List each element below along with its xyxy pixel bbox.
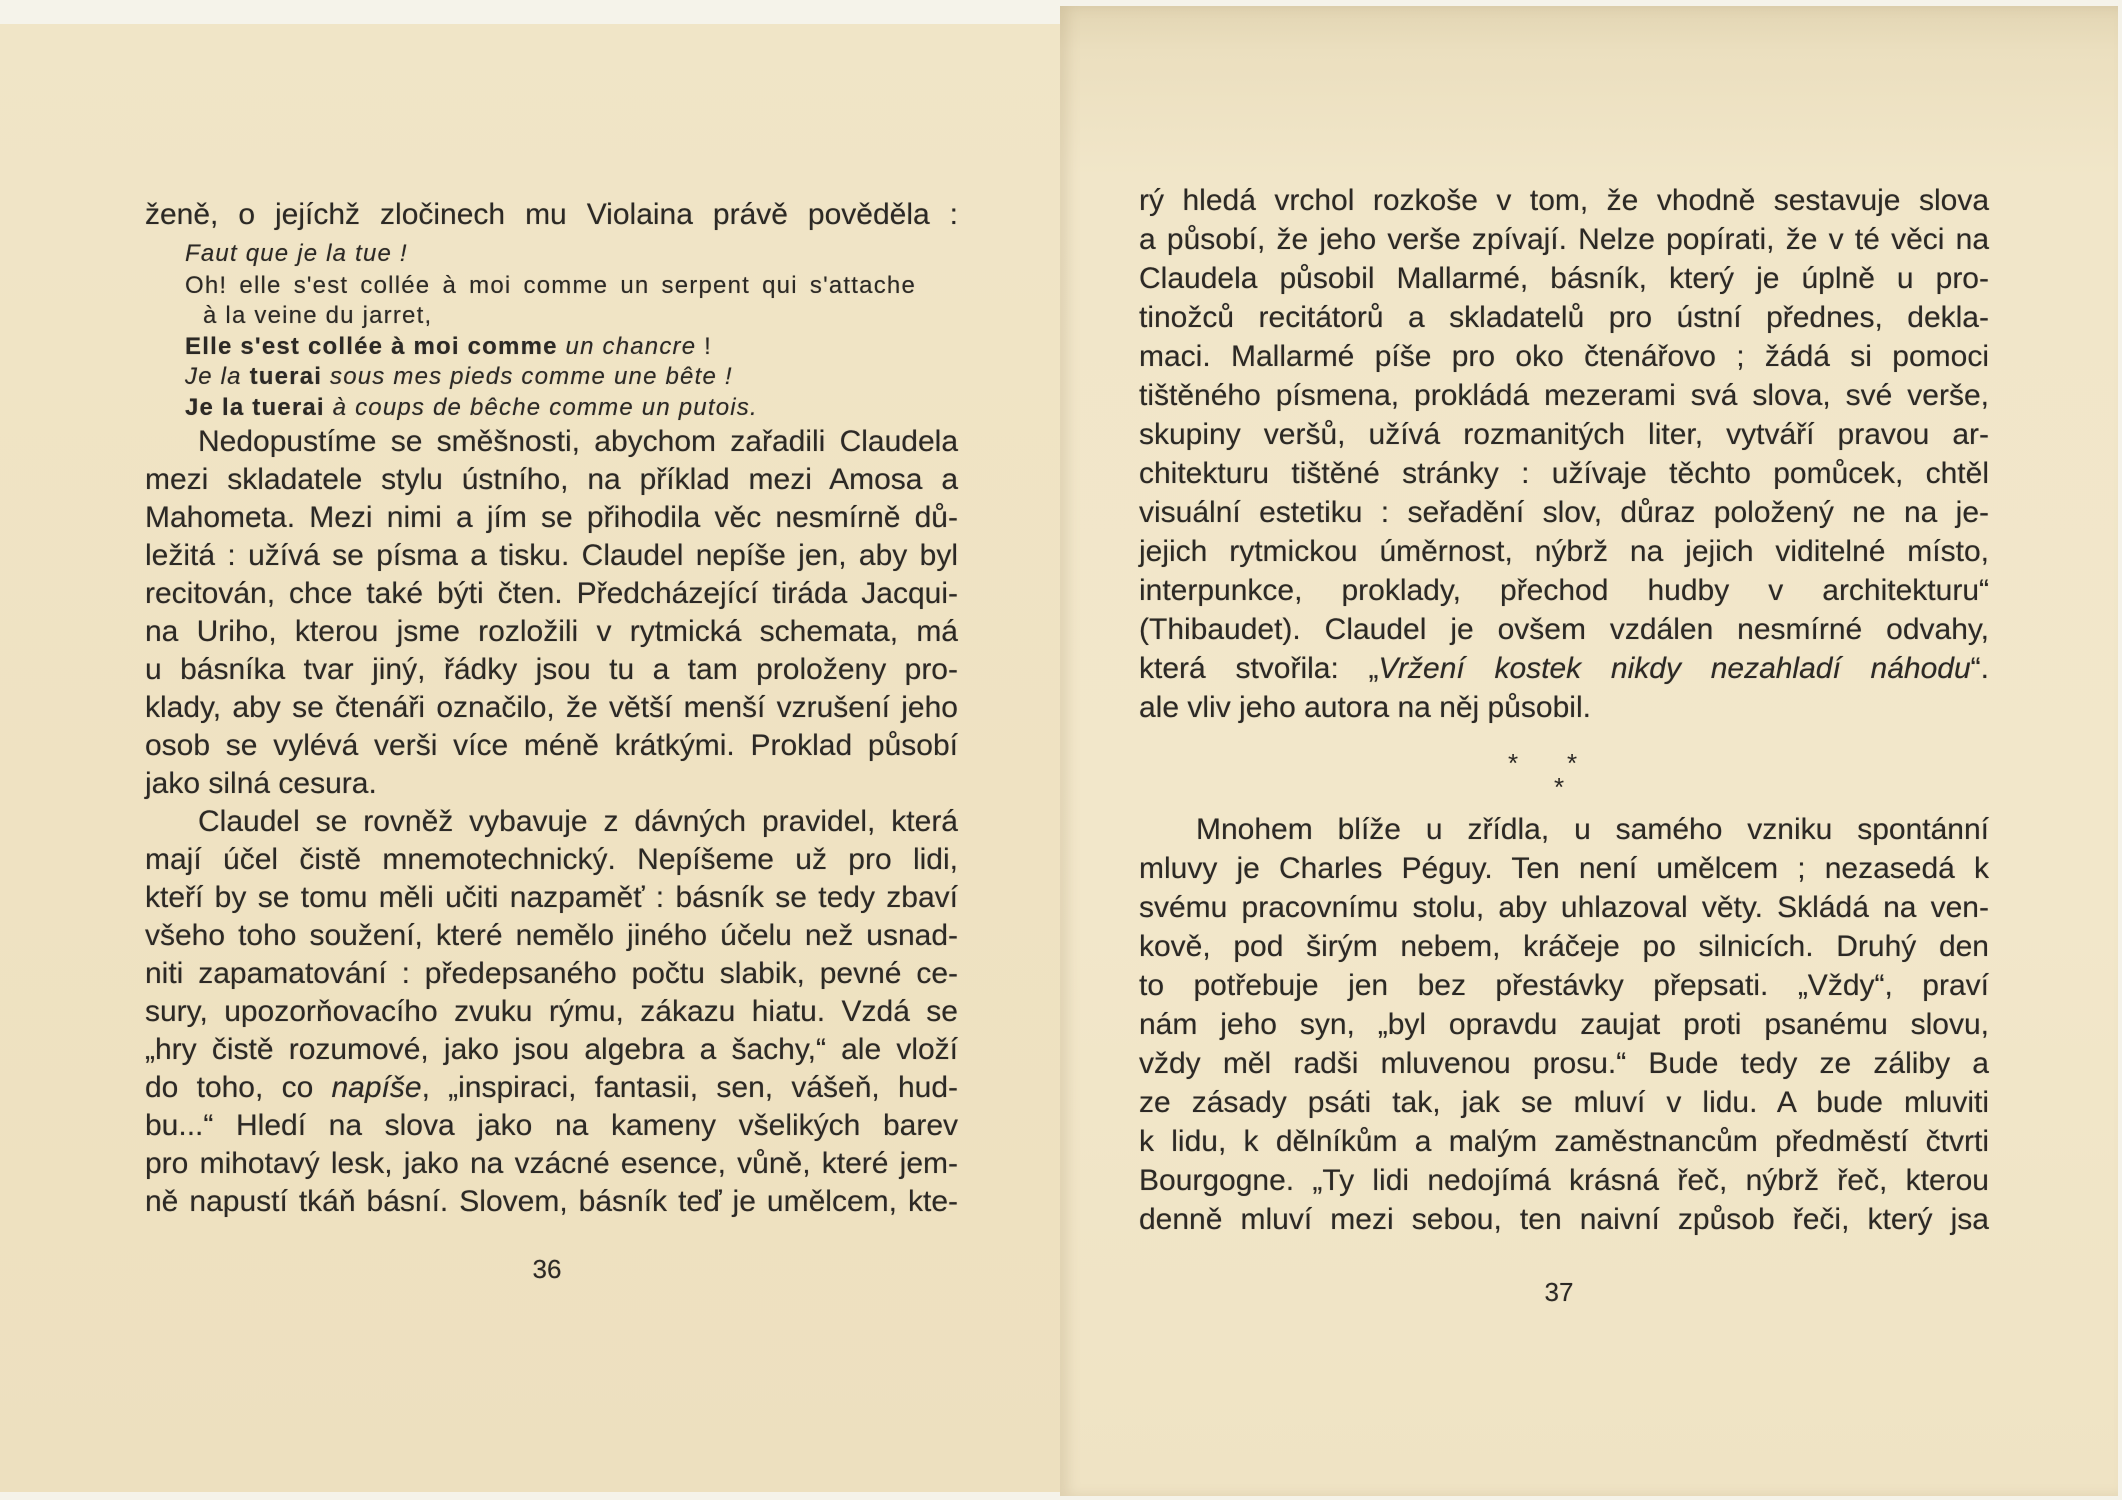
text-line: „hry čistě rozumové, jako jsou algebra a šachy,“ ale vloží (145, 1033, 958, 1066)
text-line: denně mluví mezi sebou, ten naivní způsob řeči, který jsa (1139, 1203, 1989, 1236)
text-line: k lidu, k dělníkům a malým zaměstnancům předměstí čtvrti (1139, 1125, 1989, 1158)
quoted-verse-line: Oh! elle s'est collée à moi comme un serpent qui s'attache (185, 272, 916, 299)
text-line (1139, 650, 1989, 688)
text-line: bu...“ Hledí na slova jako na kameny všelikých barev (145, 1109, 958, 1142)
text-line: skupiny veršů, užívá rozmanitých liter, vytváří pravou ar- (1139, 418, 1989, 451)
italic-text: napíše (331, 1071, 422, 1104)
text-segment: , „inspiraci, fantasii, sen, vášeň, hud- (421, 1071, 958, 1104)
text-line: tinožců recitátorů a skladatelů pro ústní přednes, dekla- (1139, 301, 1989, 334)
text-line: ale vliv jeho autora na něj působil. (1139, 691, 1591, 724)
text-line: ze zásady psáti tak, jak se mluví v lidu. A bude mluviti (1139, 1086, 1989, 1119)
bold-text: Je la tuerai (185, 394, 333, 421)
right-page (1060, 0, 2122, 1500)
text-line: mají účel čistě mnemotechnický. Nepíšeme už pro lidi, (145, 843, 958, 876)
text-line: všeho toho soužení, které nemělo jiného účelu než usnad- (145, 919, 958, 952)
section-divider-asterisk: * (1507, 748, 1519, 778)
text-line: Mahometa. Mezi nimi a jím se přihodila věc nesmírně dů- (145, 501, 958, 534)
text-line: na Uriho, kterou jsme rozložili v rytmická schemata, má (145, 615, 958, 648)
text-line: klady, aby se čtenáři označilo, že větší menší vzrušení jeho (145, 691, 958, 724)
quoted-verse-line: à la veine du jarret, (203, 302, 433, 329)
page-number: 37 (1544, 1277, 1574, 1307)
page-number: 36 (532, 1254, 562, 1284)
italic-text: sous mes pieds comme une bête ! (322, 363, 733, 390)
quoted-verse-line: Faut que je la tue ! (185, 240, 408, 267)
text-line: u básníka tvar jiný, řádky jsou tu a tam proloženy pro- (145, 653, 958, 686)
text-line: Claudela působil Mallarmé, básník, který je úplně u pro- (1139, 262, 1989, 295)
italic-text: un chancre (565, 333, 697, 360)
bold-text: tuerai (249, 363, 323, 390)
text-segment: do toho, co (145, 1071, 332, 1104)
text-line: niti zapamatování : předepsaného počtu slabik, pevné ce- (145, 957, 958, 990)
left-page (0, 0, 1060, 1500)
text-line: kteří by se tomu měli učiti nazpaměť : básník se tedy zbaví (145, 881, 958, 914)
text-line: mluvy je Charles Péguy. Ten není umělcem ; nezasedá k (1139, 852, 1989, 885)
text-line: jako silná cesura. (145, 767, 377, 800)
section-divider-asterisk: * (1553, 772, 1565, 802)
text-line: ně napustí tkáň básní. Slovem, básník teď je umělcem, kte- (145, 1185, 958, 1218)
text-line: mezi skladatele stylu ústního, na příklad mezi Amosa a (145, 463, 958, 496)
text-line: Claudel se rovněž vybavuje z dávných pravidel, která (198, 805, 958, 838)
text-line: maci. Mallarmé píše pro oko čtenářovo ; žádá si pomoci (1139, 340, 1989, 373)
text-line: recitován, chce také býti čten. Předcházející tiráda Jacqui- (145, 577, 958, 610)
text-line: Nedopustíme se směšnosti, abychom zařadili Claudela (198, 425, 958, 458)
text-line: pro mihotavý lesk, jako na vzácné esence, vůně, které jem- (145, 1147, 958, 1180)
quoted-verse-line (185, 332, 916, 362)
text-line: ženě, o jejíchž zločinech mu Violaina právě pověděla : (145, 198, 958, 231)
text-line: a působí, že jeho verše zpívají. Nelze popírati, že v té věci na (1139, 223, 1989, 256)
text-segment: která stvořila: „ (1139, 652, 1379, 685)
italic-text: à coups de bêche comme un putois. (332, 394, 758, 421)
text-line: tištěného písmena, prokládá mezerami svá slova, své verše, (1139, 379, 1989, 412)
italic-text: Vržení kostek nikdy nezahladí náhodu (1378, 652, 1971, 685)
quoted-verse-line (185, 362, 916, 392)
text-line: jejich rytmickou úměrnost, nýbrž na jejich viditelné místo, (1139, 535, 1989, 568)
text-line: kově, pod širým nebem, kráčeje po silnicích. Druhý den (1139, 930, 1989, 963)
text-line: vždy měl radši mluvenou prosu.“ Bude tedy ze záliby a (1139, 1047, 1989, 1080)
text-line: interpunkce, proklady, přechod hudby v architekturu“ (1139, 574, 1989, 607)
text-line: svému pracovnímu stolu, aby uhlazoval věty. Skládá na ven- (1139, 891, 1989, 924)
text-line: Mnohem blíže u zřídla, u samého vzniku spontánní (1196, 813, 1989, 846)
text-line: rý hledá vrchol rozkoše v tom, že vhodně sestavuje slova (1139, 184, 1989, 217)
section-divider-asterisk: * (1566, 748, 1578, 778)
text-line: nám jeho syn, „byl opravdu zaujat proti psanému slovu, (1139, 1008, 1989, 1041)
text-line: (Thibaudet). Claudel je ovšem vzdálen nesmírné odvahy, (1139, 613, 1989, 646)
quoted-verse-line (185, 393, 916, 423)
text-line: Bourgogne. „Ty lidi nedojímá krásná řeč, nýbrž řeč, kterou (1139, 1164, 1989, 1197)
text-line: sury, upozorňovacího zvuku rýmu, zákazu hiatu. Vzdá se (145, 995, 958, 1028)
bold-text: Elle s'est collée à moi comme (185, 333, 566, 360)
text-segment: “. (1970, 652, 1989, 685)
text-line: osob se vylévá verši více méně krátkými. Proklad působí (145, 729, 958, 762)
italic-text: Je la (185, 363, 250, 390)
text-line: visuální estetiku : seřadění slov, důraz položený ne na je- (1139, 496, 1989, 529)
text-line: ležitá : užívá se písma a tisku. Claudel nepíše jen, aby byl (145, 539, 958, 572)
text-line: chitekturu tištěné stránky : užívaje těchto pomůcek, chtěl (1139, 457, 1989, 490)
text-line (145, 1069, 958, 1107)
text-line: to potřebuje jen bez přestávky přepsati. „Vždy“, praví (1139, 969, 1989, 1002)
text-segment: ! (696, 333, 713, 360)
